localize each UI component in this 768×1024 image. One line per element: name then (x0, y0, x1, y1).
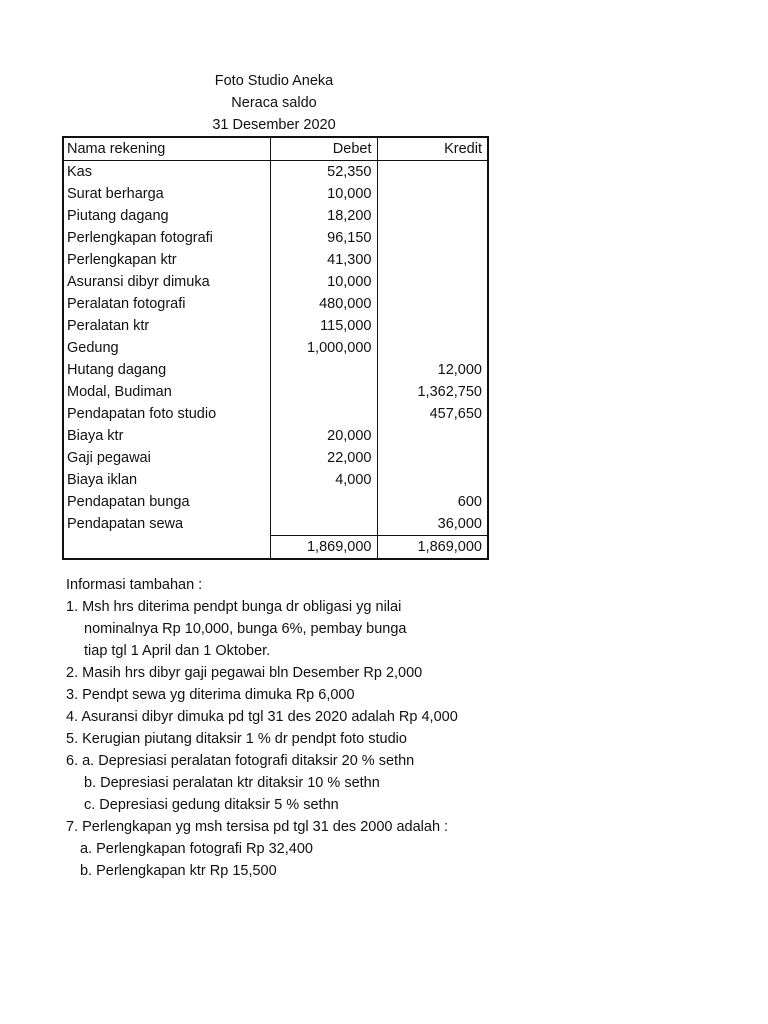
debit-cell: 10,000 (270, 271, 377, 293)
company-name: Foto Studio Aneka (214, 73, 334, 89)
credit-cell: 600 (377, 491, 488, 513)
debit-cell: 10,000 (270, 183, 377, 205)
credit-cell (377, 293, 488, 315)
info-line: nominalnya Rp 10,000, bunga 6%, pembay bunga (84, 621, 407, 637)
info-line: 3. Pendpt sewa yg diterima dimuka Rp 6,000 (66, 687, 355, 703)
account-name-cell: Kas (67, 164, 92, 180)
report-date: 31 Desember 2020 (212, 117, 336, 133)
info-line: 4. Asuransi dibyr dimuka pd tgl 31 des 2020 adalah Rp 4,000 (66, 709, 458, 725)
credit-cell (377, 161, 488, 184)
column-header-credit: Kredit (377, 137, 488, 161)
account-name-cell: Piutang dagang (67, 208, 169, 224)
total-row (63, 536, 488, 560)
report-title: Neraca saldo (231, 95, 317, 111)
account-name-cell: Pendapatan foto studio (67, 406, 217, 422)
debit-cell (270, 491, 377, 513)
column-header-debit: Debet (270, 137, 377, 161)
credit-cell (377, 183, 488, 205)
info-line: b. Depresiasi peralatan ktr ditaksir 10 % sethn (84, 775, 380, 791)
table-row (63, 337, 488, 359)
table-row (63, 293, 488, 315)
debit-cell: 1,000,000 (270, 337, 377, 359)
trial-balance-table (62, 136, 489, 560)
info-line: 7. Perlengkapan yg msh tersisa pd tgl 31 des 2000 adalah : (66, 819, 449, 835)
table-row (63, 271, 488, 293)
credit-cell (377, 469, 488, 491)
table-row (63, 205, 488, 227)
credit-cell (377, 337, 488, 359)
info-title: Informasi tambahan : (66, 577, 203, 593)
account-name-cell: Pendapatan sewa (67, 516, 184, 533)
table-row (63, 183, 488, 205)
info-line: c. Depresiasi gedung ditaksir 5 % sethn (84, 797, 339, 813)
debit-cell: 22,000 (270, 447, 377, 469)
table-header-row (63, 137, 488, 161)
debit-cell (270, 381, 377, 403)
debit-cell: 52,350 (270, 161, 377, 184)
account-name-cell: Asuransi dibyr dimuka (67, 274, 210, 290)
table-row (63, 249, 488, 271)
table-row (63, 447, 488, 469)
credit-cell: 36,000 (377, 513, 488, 536)
info-line: b. Perlengkapan ktr Rp 15,500 (80, 863, 277, 879)
credit-cell: 1,362,750 (377, 381, 488, 403)
table-row (63, 315, 488, 337)
credit-cell (377, 271, 488, 293)
account-name-cell: Surat berharga (67, 186, 164, 202)
credit-cell: 457,650 (377, 403, 488, 425)
table-row (63, 469, 488, 491)
debit-cell (270, 513, 377, 536)
account-name-cell: Modal, Budiman (67, 384, 172, 400)
account-name-cell: Peralatan ktr (67, 318, 150, 334)
account-name-cell: Hutang dagang (67, 362, 167, 378)
credit-cell (377, 447, 488, 469)
account-name-cell: Biaya ktr (67, 428, 124, 444)
debit-cell (270, 403, 377, 425)
account-name-cell: Gedung (67, 340, 119, 356)
table-row (63, 425, 488, 447)
credit-cell (377, 425, 488, 447)
credit-cell (377, 249, 488, 271)
debit-cell: 18,200 (270, 205, 377, 227)
credit-cell (377, 315, 488, 337)
debit-cell: 41,300 (270, 249, 377, 271)
account-name-cell: Perlengkapan ktr (67, 252, 177, 268)
account-name-cell: Gaji pegawai (67, 450, 151, 466)
info-line: 1. Msh hrs diterima pendpt bunga dr obligasi yg nilai (66, 599, 402, 615)
credit-cell: 12,000 (377, 359, 488, 381)
table-row (63, 227, 488, 249)
debit-cell: 4,000 (270, 469, 377, 491)
account-name-cell: Biaya iklan (67, 472, 138, 488)
table-row (63, 403, 488, 425)
column-header-account: Nama rekening (63, 137, 270, 161)
total-credit-cell: 1,869,000 (377, 536, 488, 560)
debit-cell: 20,000 (270, 425, 377, 447)
info-line: 2. Masih hrs dibyr gaji pegawai bln Desember Rp 2,000 (66, 665, 423, 681)
table-row (63, 359, 488, 381)
table-body (63, 161, 488, 560)
debit-cell: 115,000 (270, 315, 377, 337)
account-name-cell: Peralatan fotografi (67, 296, 186, 312)
total-label-cell (63, 536, 270, 560)
total-debit-cell: 1,869,000 (270, 536, 377, 560)
table-row (63, 381, 488, 403)
info-line: tiap tgl 1 April dan 1 Oktober. (84, 643, 271, 659)
debit-cell: 96,150 (270, 227, 377, 249)
info-line: 5. Kerugian piutang ditaksir 1 % dr pendpt foto studio (66, 731, 407, 747)
account-name-cell: Pendapatan bunga (67, 494, 190, 510)
account-name-cell: Perlengkapan fotografi (67, 230, 213, 246)
info-line: a. Perlengkapan fotografi Rp 32,400 (80, 841, 313, 857)
info-line: 6. a. Depresiasi peralatan fotografi ditaksir 20 % sethn (66, 753, 415, 769)
table-row (63, 513, 488, 536)
credit-cell (377, 205, 488, 227)
debit-cell: 480,000 (270, 293, 377, 315)
credit-cell (377, 227, 488, 249)
additional-info (66, 574, 458, 882)
table-row (63, 161, 488, 184)
document-header (62, 70, 486, 136)
table-row (63, 491, 488, 513)
debit-cell (270, 359, 377, 381)
